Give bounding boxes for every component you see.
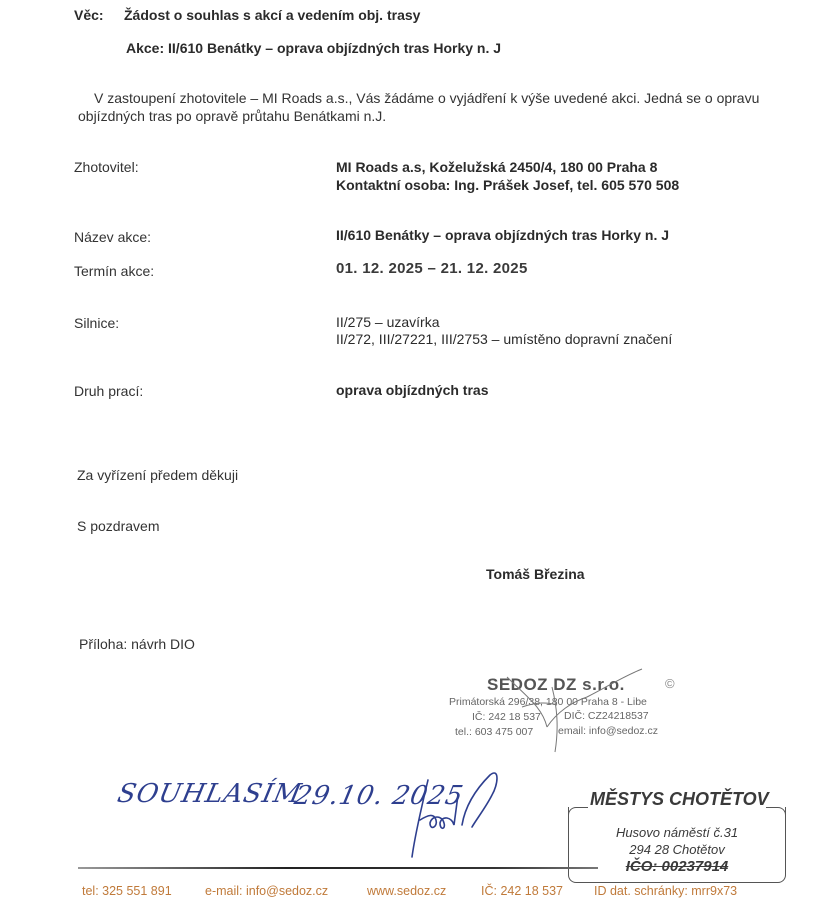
company-stamp-ico: IČ: 242 18 537 [472,711,541,723]
company-stamp-tel: tel.: 603 475 007 [455,726,534,738]
handwritten-approval-text: SOUHLASÍM [114,779,305,809]
company-stamp-dic: DIČ: CZ24218537 [564,710,649,722]
roads-line1: II/275 – uzavírka [336,314,440,330]
municipal-stamp-ico: IČO: 00237914 [625,858,729,875]
company-stamp-email: email: info@sedoz.cz [558,725,658,737]
action-term-label: Termín akce: [74,263,155,279]
municipal-stamp-city: 294 28 Chotětov [629,842,725,857]
company-stamp-mark: © [665,676,675,691]
action-name-label: Název akce: [74,229,152,245]
closing-thanks: Za vyřízení předem děkuji [77,467,239,483]
subject-text: Žádost o souhlas s akcí a vedením obj. trasy [124,7,421,23]
company-stamp-address: Primátorská 296/38, 180 00 Praha 8 - Libe [449,696,647,708]
contractor-label: Zhotovitel: [74,159,139,175]
handwritten-signature-icon [400,765,530,865]
attachment-note: Příloha: návrh DIO [79,636,195,652]
signer-name: Tomáš Březina [486,566,585,582]
footer-web: www.sedoz.cz [367,884,447,898]
footer-tel: tel: 325 551 891 [82,884,172,898]
work-type-label: Druh prací: [74,383,144,399]
action-term-value: 01. 12. 2025 – 21. 12. 2025 [336,260,528,277]
contractor-line1: MI Roads a.s, Koželužská 2450/4, 180 00 Praha 8 [336,159,658,175]
roads-label: Silnice: [74,315,120,331]
municipal-stamp [568,789,786,885]
handwritten-date: 29.10. 2025 [291,781,467,811]
contractor-line2: Kontaktní osoba: Ing. Prášek Josef, tel. 605 570 508 [336,177,680,193]
subject-label: Věc: [74,7,104,23]
footer-divider [78,867,598,869]
municipal-stamp-street: Husovo náměstí č.31 [615,825,739,840]
company-stamp [447,672,677,742]
subject-action: Akce: II/610 Benátky – oprava objízdných tras Horky n. J [126,40,502,56]
handwritten-approval [110,765,540,865]
footer-databox: ID dat. schránky: mrr9x73 [594,884,738,898]
intro-text: V zastoupení zhotovitele – MI Roads a.s., Vás žádáme o vyjádření k výše uvedené akci. Jedná se o opravu objízdných tras po opravě průtahu Benátkami n.J. [78,90,760,124]
roads-line2: II/272, III/27221, III/2753 – umístěno dopravní značení [336,331,673,347]
work-type-value: oprava objízdných tras [336,382,489,398]
intro-paragraph [78,89,778,125]
municipal-stamp-title: MĚSTYS CHOTĚTOV [590,789,769,809]
closing-regards: S pozdravem [77,518,160,534]
footer-email: e-mail: info@sedoz.cz [205,884,329,898]
action-name-value: II/610 Benátky – oprava objízdných tras Horky n. J [336,227,670,243]
company-stamp-name: SEDOZ DZ s.r.o. [487,675,625,694]
footer-ico: IČ: 242 18 537 [481,884,564,898]
